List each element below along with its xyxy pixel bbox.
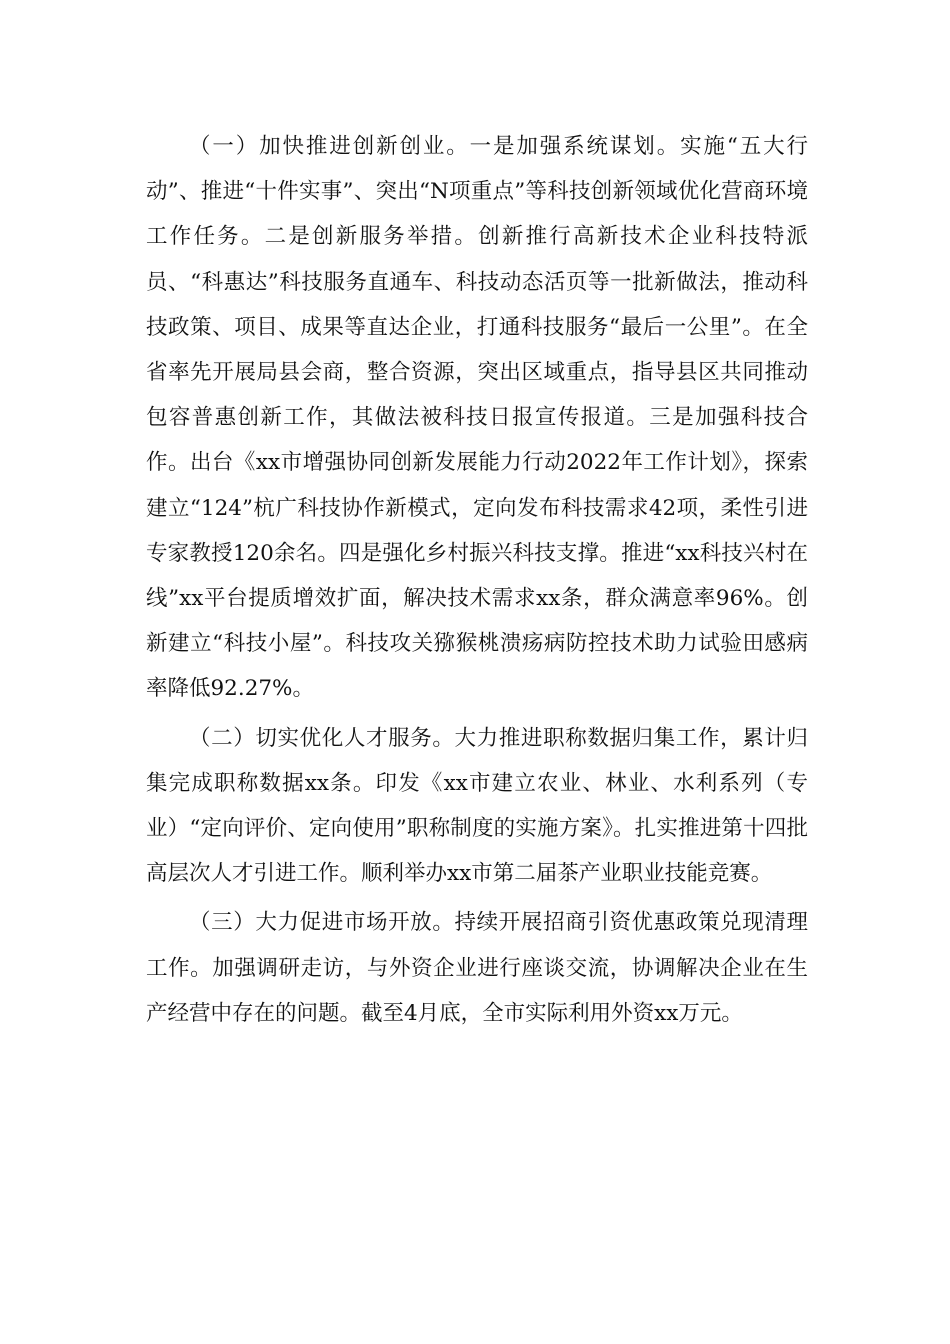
- paragraph-talent-services: （二）切实优化人才服务。大力推进职称数据归集工作，累计归集完成职称数据xx条。印发《xx市建立农业、林业、水利系列（专业）“定向评价、定向使用”职称制度的实施方案》。扎实推进第十四批高层次人才引进工作。顺利举办xx市第二届茶产业职业技能竞赛。: [146, 725, 808, 887]
- paragraph-innovation: （一）加快推进创新创业。一是加强系统谋划。实施“五大行动”、推进“十件实事”、突出“N项重点”等科技创新领域优化营商环境工作任务。二是创新服务举措。创新推行高新技术企业科技特派员、“科惠达”科技服务直通车、科技动态活页等一批新做法，推动科技政策、项目、成果等直达企业，打通科技服务“最后一公里”。在全省率先开展局县会商，整合资源，突出区域重点，指导县区共同推动包容普惠创新工作，其做法被科技日报宣传报道。三是加强科技合作。出台《xx市增强协同创新发展能力行动2022年工作计划》，探索建立“124”杭广科技协作新模式，定向发布科技需求42项，柔性引进专家教授120余名。四是强化乡村振兴科技支撑。推进“xx科技兴村在线”xx平台提质增效扩面，解决技术需求xx条，群众满意率96%。创新建立“科技小屋”。科技攻关猕猴桃溃疡病防控技术助力试验田感病率降低92.27%。: [146, 134, 808, 702]
- paragraph-market-opening: （三）大力促进市场开放。持续开展招商引资优惠政策兑现清理工作。加强调研走访，与外资企业进行座谈交流，协调解决企业在生产经营中存在的问题。截至4月底，全市实际利用外资xx万元。: [146, 910, 808, 1026]
- document-body: [146, 124, 808, 1036]
